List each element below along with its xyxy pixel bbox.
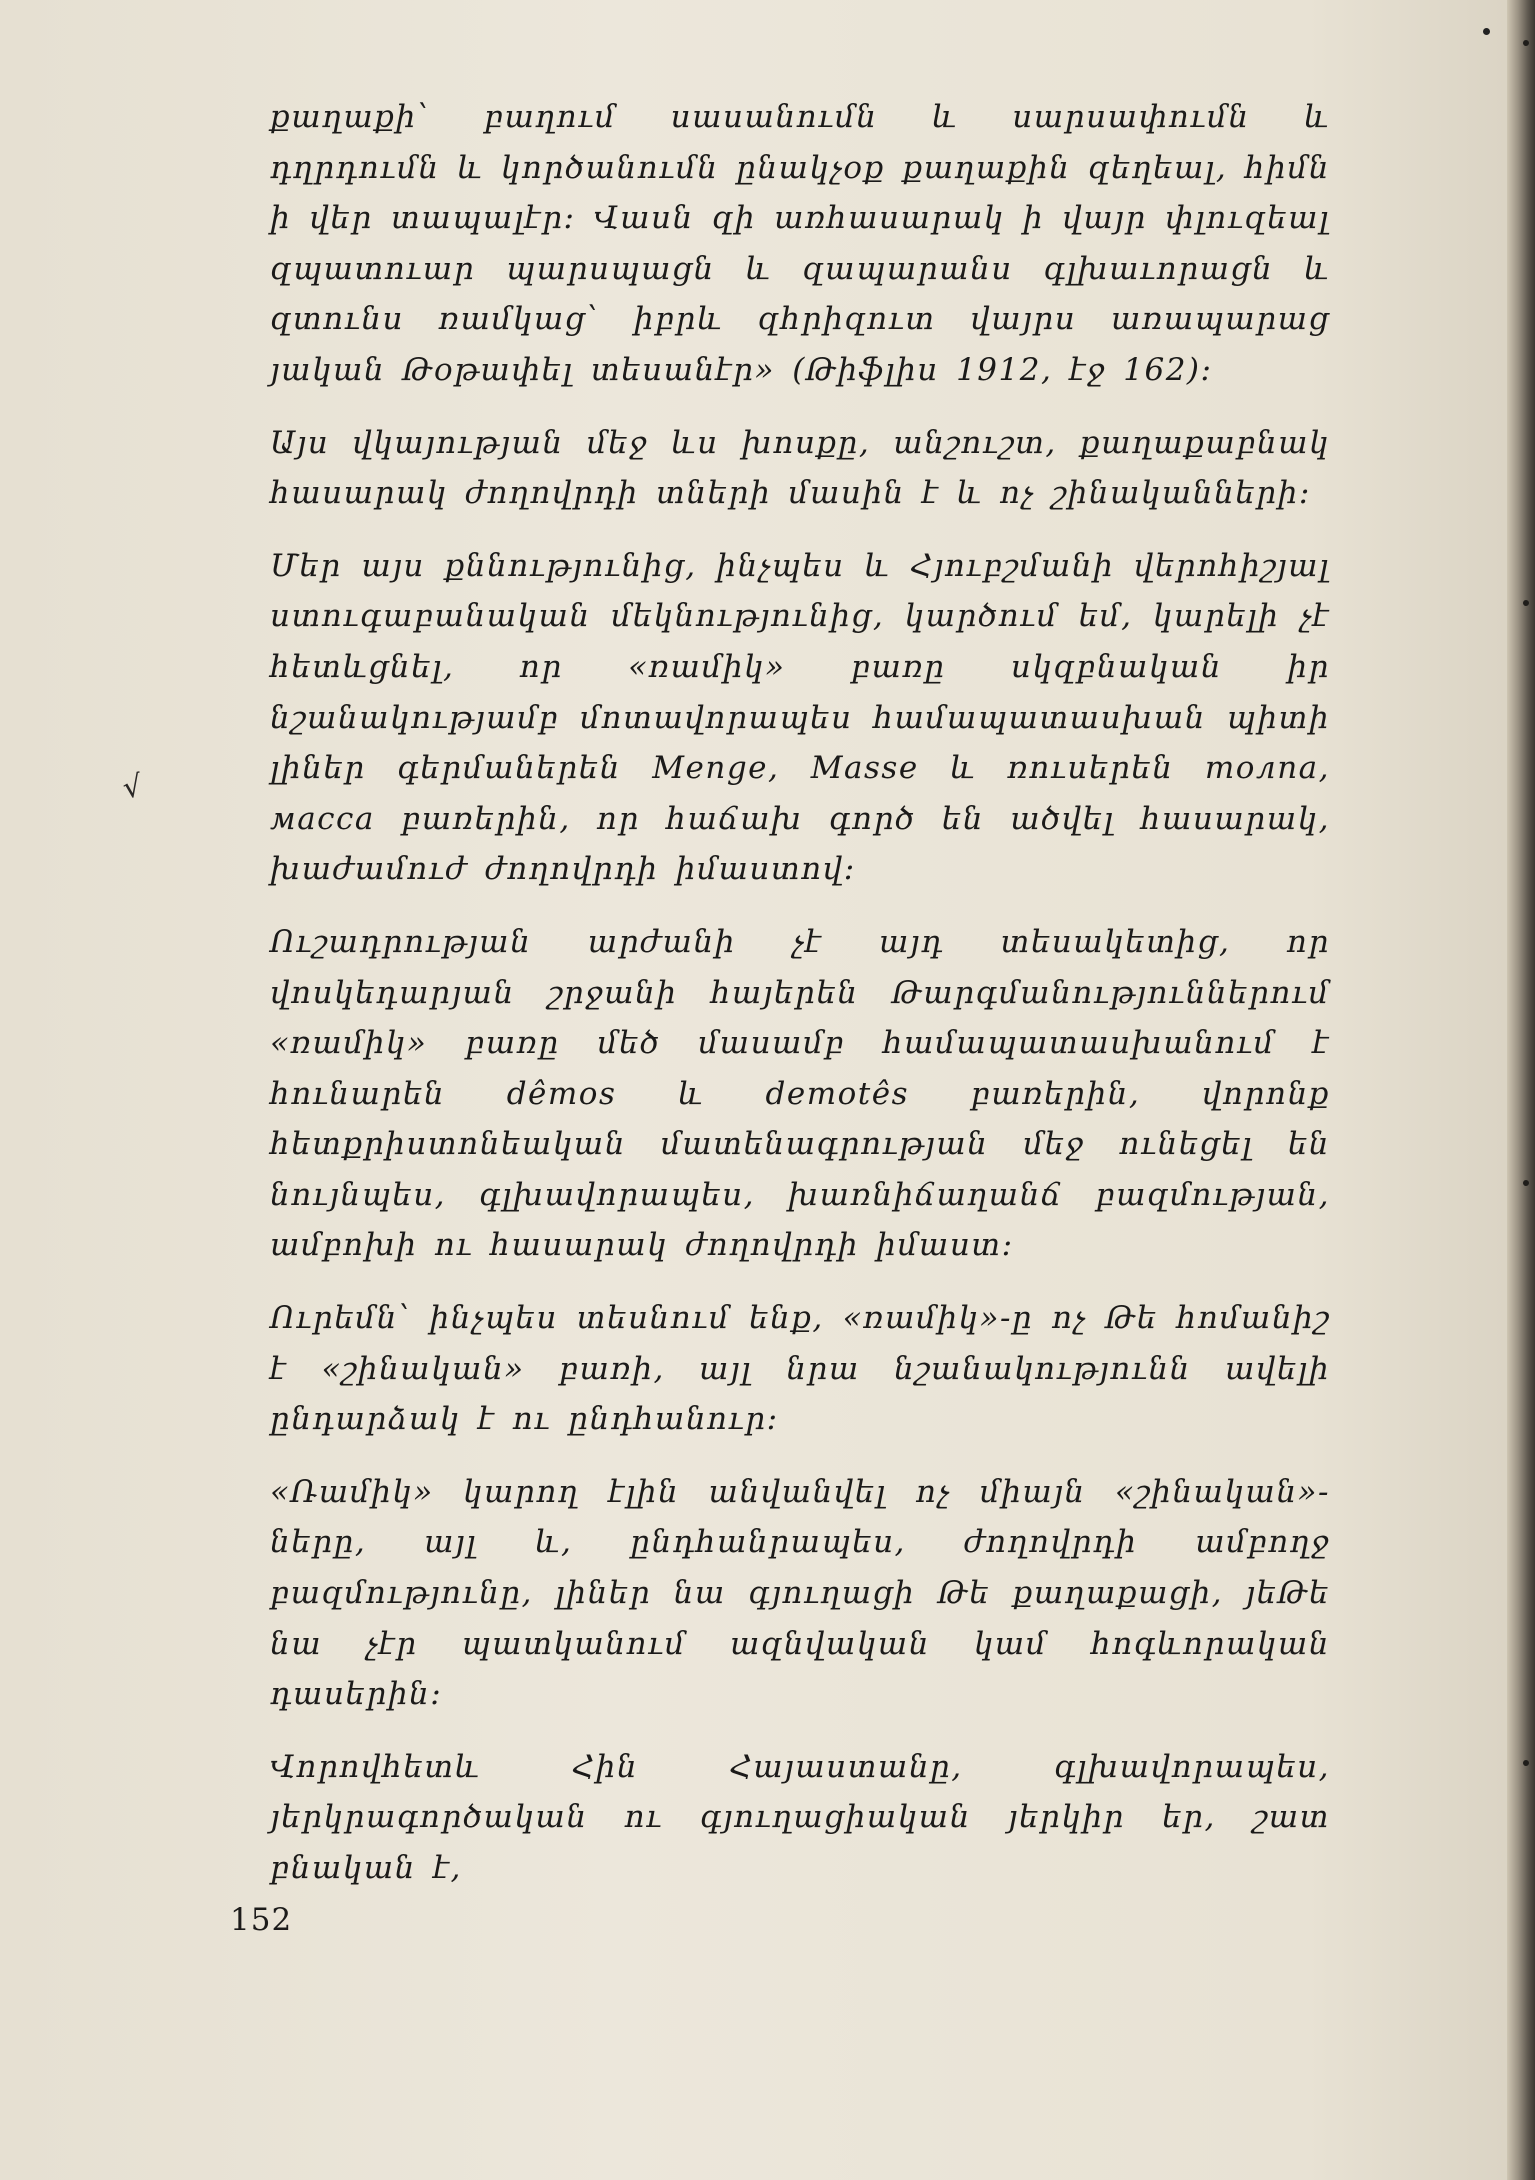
page-number: 152: [230, 1902, 293, 1938]
book-spine: [1507, 0, 1535, 2180]
spine-mark: [1523, 600, 1529, 606]
paragraph-1: քաղաքի՝ բաղում սասանումն և սարսափումն և դղրդումն և կործանումն ընակչօք քաղաքին զեղեալ, հիմն ի վեր տապալէր։ Վասն զի առհասարակ ի վայր փլուզեալ զպատուար պարսպացն և զապարանս գլխաւորացն և զտունս ռամկաց՝ իբրև զհրիզուտ վայրս առապարաց յական Թօթափել տեսանէր» (Թիֆլիս 1912, էջ 162)։: [270, 99, 1330, 388]
spine-mark: [1523, 1760, 1529, 1766]
ink-dot: [1483, 28, 1490, 35]
paragraph-3: Մեր այս քննությունից, ինչպես և Հյուբշմանի վերոհիշյալ ստուգաբանական մեկնությունից, կարծում եմ, կարելի չէ հետևցնել, որ «ռամիկ» բառը սկզբնական իր նշանակությամբ մոտավորապես համապատասխան պիտի լիներ գերմաներեն Menge, Masse և ռուսերեն толпа, масса բառերին, որ հաճախ գործ են ածվել հասարակ, խաժամուժ ժողովրդի իմաստով։: [270, 547, 1330, 888]
spine-mark: [1523, 40, 1529, 46]
paragraph-4: Ուշադրության արժանի չէ այդ տեսակետից, որ վոսկեդարյան շրջանի հայերեն Թարգմանություններում «ռամիկ» բառը մեծ մասամբ համապատասխանում է հունարեն dêmos և demotês բառերին, վորոնք հետքրիստոնեական մատենագրության մեջ ունեցել են նույնպես, գլխավորապես, խառնիճաղանճ բազմության, ամբոխի ու հասարակ ժողովրդի իմաստ։: [270, 923, 1330, 1264]
paragraph-5: Ուրեմն՝ ինչպես տեսնում ենք, «ռամիկ»-ը ոչ Թե հոմանիշ է «շինական» բառի, այլ նրա նշանակությունն ավելի ընդարձակ է ու ընդհանուր։: [270, 1300, 1330, 1438]
margin-check-mark: √: [120, 768, 146, 807]
body-text: [270, 92, 1330, 1894]
paragraph-2: Այս վկայության մեջ ևս խոսքը, անշուշտ, քաղաքաբնակ հասարակ ժողովրդի տների մասին է և ոչ շինականների։: [270, 424, 1330, 512]
paragraph-6: «Ռամիկ» կարող էլին անվանվել ոչ միայն «շինական»-ները, այլ և, ընդհանրապես, ժողովրդի ամբողջ բազմությունը, լիներ նա գյուղացի Թե քաղաքացի, յեԹե նա չէր պատկանում ազնվական կամ հոգևորական դասերին։: [270, 1473, 1330, 1713]
spine-mark: [1523, 1180, 1529, 1186]
paragraph-7: Վորովհետև Հին Հայաստանը, գլխավորապես, յերկրագործական ու գյուղացիական յերկիր եր, շատ բնական է,: [270, 1748, 1330, 1886]
